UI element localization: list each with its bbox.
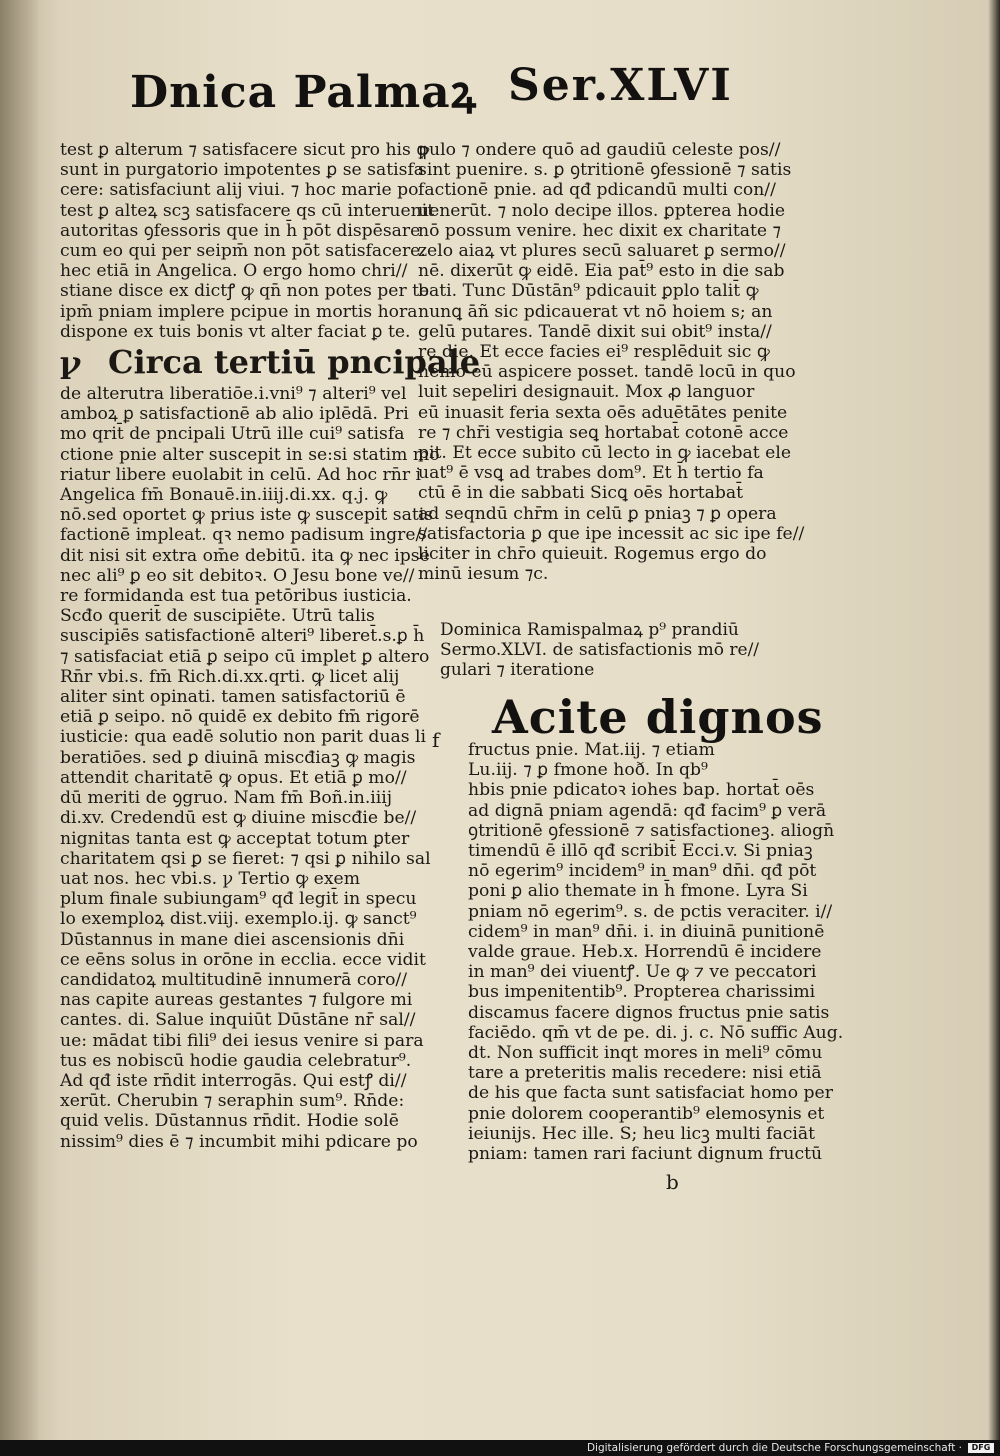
text-line: bus impenitentib⁹. Propterea charissimi [468, 982, 816, 1003]
text-line: in man⁹ dei viuentꝭ. Ue ꝙ ⁊ ve peccatori [468, 962, 817, 983]
text-line: plum finale subiungam⁹ qđ legit̄ in specu [60, 889, 417, 910]
text-line: riatur libere euolabit in celū. Ad hoc rn̄r i [60, 464, 422, 485]
page-edge-shadow [988, 0, 1000, 1440]
text-line: aliter sint opinati. tamen satisfactoriū ē [60, 687, 406, 708]
text-line: xerūt. Cherubin ⁊ seraphin sum⁹. Rn̄de: [60, 1091, 405, 1112]
text-line: re ⁊ chr̄i vestigia seꝗ hortabat̄ cotonē acce [418, 422, 789, 443]
text-line: Dominica Ramispalmaꝝ p⁹ prandiū [440, 620, 739, 640]
text-line: cantes. di. Salue inquiūt Dūstāne nr̄ sal// [60, 1010, 416, 1031]
text-line: discamus facere dignos fructus pnie satis [468, 1002, 830, 1023]
text-line: ue: mādat tibi fili⁹ dei iesus venire si para [60, 1030, 424, 1051]
text-line: cum eo qui per seipm̄ non pōt satisfacere. [60, 241, 426, 262]
text-line: nignitas tanta est ꝙ acceptat totum ꝑter [60, 828, 410, 849]
text-line: ꝯtritionē ꝯfessionē ⁊ satisfactioneꝫ. aliogn̄ [468, 820, 835, 841]
text-line: pulo ⁊ ondere quō ad gaudiū celeste pos// [418, 140, 781, 160]
text-line: amboꝝ ꝑ satisfactionē ab alio iplēdā. Pri [60, 404, 409, 425]
dfg-logo: DFG [968, 1443, 994, 1453]
text-line: nō possum venire. hec dixit ex charitate ⁊ [418, 220, 782, 241]
text-line: pnie dolorem cooperantib⁹ elemosynis et [468, 1103, 825, 1124]
text-line: hbis pnie pdicatoꝛ iohes bap. hortat̄ oēs [468, 780, 815, 801]
text-line: timendū ē illō qđ scribit̄ Ecci.v. Si pniaꝫ [468, 841, 813, 862]
text-line: liciter in chr̄o quieuit. Rogemus ergo do [418, 544, 767, 565]
text-line: iusticie: qua eadē solutio non parit duas li [60, 727, 427, 748]
text-line: ctū ē in die sabbati Sicꝗ oēs hortabat̄ [418, 483, 744, 504]
text-line: mo qrit̄ de pncipali Utrū ille cui⁹ satisfa [60, 424, 405, 445]
text-line: re die. Et ecce facies ei⁹ resplēduit sic ꝙ [418, 342, 770, 363]
text-line: satisfactoria ꝑ que ipe incessit ac sic ipe fe// [418, 523, 805, 544]
text-line: test ꝑ alterum ⁊ satisfacere sicut pro his ꝙ [60, 140, 430, 160]
page-gutter-shadow [0, 0, 40, 1440]
text-line: ce eēns solus in orōne in ecclia. ecce vidit [60, 949, 426, 970]
heading-text: Circa tertiū pncipale [108, 343, 481, 382]
text-line: Sermo.XLVI. de satisfactionis mō re// [440, 640, 760, 661]
text-line: tare a preteritis malis recedere: nisi etiā [468, 1063, 822, 1084]
text-line: candidatoꝝ multitudinē innumerā coro// [60, 969, 408, 990]
signature-mark: b [666, 1170, 679, 1194]
text-line: Angelica fm̄ Bonauē.in.iiij.di.xx. q.j. ꝙ [60, 485, 388, 506]
text-line: de alterutra liberatiōe.i.vni⁹ ⁊ alteri⁹ vel [60, 384, 407, 405]
footer-credit: Digitalisierung gefördert durch die Deutsche Forschungsgemeinschaft · [586, 1442, 962, 1454]
text-line: etiā ꝑ seipo. nō quidē ex debito fm̄ rigorē [60, 707, 420, 728]
sermon-number: Ser.XLVI [508, 60, 733, 111]
text-line: lo exemploꝝ dist.viij. exemplo.ij. ꝙ sanct⁹ [60, 909, 417, 930]
text-line: ieiunijs. Hec ille. S; heu licꝫ multi faciāt [468, 1123, 816, 1144]
text-line: cidem⁹ in man⁹ dn̄i. i. in diuinā punitionē [468, 921, 825, 942]
text-line: nissim⁹ dies ē ⁊ incumbit mihi pdicare po [60, 1131, 418, 1152]
text-line: charitatem qsi ꝑ se fieret: ⁊ qsi ꝑ nihilo sal [60, 848, 431, 869]
text-line: ad seqndū chr̄m in celū ꝑ pniaꝫ ⁊ ꝑ opera [418, 503, 777, 524]
text-line: di.xv. Credendū est ꝙ diuine miscđie be// [60, 808, 417, 829]
text-line: pniam: tamen rari faciunt dignum fructū [468, 1144, 823, 1165]
text-line: sint puenire. s. ꝑ ꝯtritionē ꝯfessionē ⁊ satis [418, 160, 792, 181]
text-line: nō egerim⁹ incidem⁹ in man⁹ dn̄i. qđ pōt [468, 861, 817, 882]
text-line: factionē impleat. qꝛ nemo padisum ingre// [60, 525, 428, 546]
text-line: bati. Tunc Dūstān⁹ pdicauit ꝑplo talit̄ ꝙ [418, 281, 759, 302]
left-column-lines-b [60, 384, 440, 1152]
right-column-lines-a [418, 140, 805, 585]
running-header [130, 56, 770, 126]
text-line: test ꝑ alteꝝ scꝫ satisfacere qs cū interuenit [60, 200, 435, 221]
text-line: ctione pnie alter suscepit in se:si statim mo [60, 444, 440, 465]
text-line: dt. Non sufficit inqt mores in meli⁹ cōmu [468, 1043, 823, 1064]
running-title: Dnica Palmaꝝ [130, 67, 478, 118]
pilcrow-mark: ꝩ [60, 346, 82, 382]
text-line: nas capite aureas gestantes ⁊ fulgore mi [60, 990, 413, 1011]
text-line: Rn̄r vbi.s. fm̄ Rich.di.xx.qrti. ꝙ licet alij [60, 666, 400, 687]
text-line: nec ali⁹ ꝑ eo sit debitoꝛ. O Jesu bone ve// [60, 565, 415, 586]
text-line: zelo aiaꝝ vt plures secū saluaret ꝑ sermo// [418, 241, 786, 262]
text-line: uat⁹ ē vsꝗ ad trabes dom⁹. Et h̄ tertio fa [418, 463, 764, 484]
text-line: luit sepeliri designauit. Mox ꝓ languor [418, 382, 755, 403]
text-line: autoritas ꝯfessoris que in h̄ pōt dispēsare [60, 220, 421, 241]
text-line: tus es nobiscū hodie gaudia celebratur⁹. [60, 1050, 412, 1071]
left-column-lines-a [60, 140, 435, 342]
text-line: Lu.iij. ⁊ ꝑ fmone hoð. In qb⁹ [468, 760, 708, 781]
text-line: suscipiēs satisfactionē alteri⁹ liberet̄.s.ꝑ h̄ [60, 626, 425, 647]
text-line: dispone ex tuis bonis vt alter faciat ꝑ te. [60, 321, 411, 342]
text-line: stiane disce ex dictꝭ ꝙ qn̄ non potes per te [60, 281, 430, 302]
text-line: eū inuasit feria sexta oēs aduētātes penite [418, 402, 788, 423]
text-line: faciēdo. qm̄ vt de pe. di. j. c. Nō suffic Aug. [468, 1022, 844, 1043]
text-line: valde graue. Heb.x. Horrendū ē incidere [468, 942, 822, 963]
text-line: dit nisi sit extra om̄e debitū. ita ꝙ nec ipse [60, 545, 430, 566]
text-line: hec etiā in Angelica. O ergo homo chri// [60, 261, 408, 282]
digitization-footer [0, 1440, 1000, 1456]
text-line: Scđo querit̄ de suscipiēte. Utrū talis [60, 606, 375, 627]
text-line: nē. dixerūt ꝙ eidē. Eia pat̄⁹ esto in die sab [418, 261, 785, 282]
text-line: ⁊ satisfaciat etiā ꝑ seipo cū implet ꝑ altero [60, 646, 430, 667]
text-line: sunt in purgatorio impotentes ꝑ se satisfa [60, 160, 425, 181]
text-line: factionē pnie. ad qđ pdicandū multi con// [418, 180, 776, 201]
text-line: quid velis. Dūstannus rn̄dit. Hodie solē [60, 1111, 399, 1132]
text-line: re formidanda est tua petōribus iusticia. [60, 586, 412, 607]
text-line: minū iesum ⁊c. [418, 564, 549, 585]
text-line: nunꝗ āñ sic pdicauerat vt nō hoiem s; an [418, 301, 773, 322]
text-line: de his que facta sunt satisfaciat homo per [468, 1083, 833, 1104]
text-line: fructus pnie. Mat.iij. ⁊ etiam [468, 740, 715, 760]
text-line: cere: satisfaciunt alij viui. ⁊ hoc marie po [60, 180, 419, 201]
text-line: gelū putares. Tandē dixit sui obit⁹ insta// [418, 321, 772, 342]
left-text-column [60, 140, 481, 1152]
text-line: Dūstannus in mane diei ascensionis dn̄i [60, 929, 405, 950]
text-line: gulari ⁊ iteratione [440, 660, 595, 681]
text-line: ipm̄ pniam implere pcipue in mortis hora [60, 301, 418, 322]
section-heading [60, 342, 481, 384]
text-line: beratiōes. sed ꝑ diuinā miscđiaꝫ ꝙ magis [60, 747, 416, 768]
text-line: dū meriti de ꝯgruo. Nam fm̄ Boñ.in.iiij [60, 788, 393, 809]
margin-letter: f [432, 728, 440, 752]
text-line: pniam nō egerim⁹. s. de pctis veraciter. i// [468, 901, 833, 922]
text-line: pit. Et ecce subito cū lecto in ꝙ iacebat ele [418, 443, 791, 464]
right-column-lines-b [468, 740, 844, 1165]
text-line: nemo eū aspicere posset. tandē locū in quo [418, 362, 796, 383]
sermon-rubric [440, 620, 759, 681]
text-line: attendit charitatē ꝙ opus. Et etiā ꝑ mo// [60, 767, 407, 788]
text-line: uat nos. hec vbi.s. ꝩ Tertio ꝙ exem [60, 868, 360, 889]
right-text-column [418, 140, 805, 585]
text-line: nō.sed oportet ꝙ prius iste ꝙ suscepit satis [60, 505, 434, 526]
right-column-body [468, 740, 844, 1165]
text-line: Ad qđ iste rn̄dit interrogās. Qui estꝭ di// [60, 1070, 407, 1091]
text-line: ad dignā pniam agendā: qđ facim⁹ ꝑ verā [468, 800, 827, 821]
initial-heading: Acite dignos [492, 690, 824, 744]
text-line: poni ꝑ alio themate in h̄ fmone. Lyra Si [468, 881, 808, 902]
text-line: uenerūt. ⁊ nolo decipe illos. ꝑpterea hodie [418, 200, 786, 221]
